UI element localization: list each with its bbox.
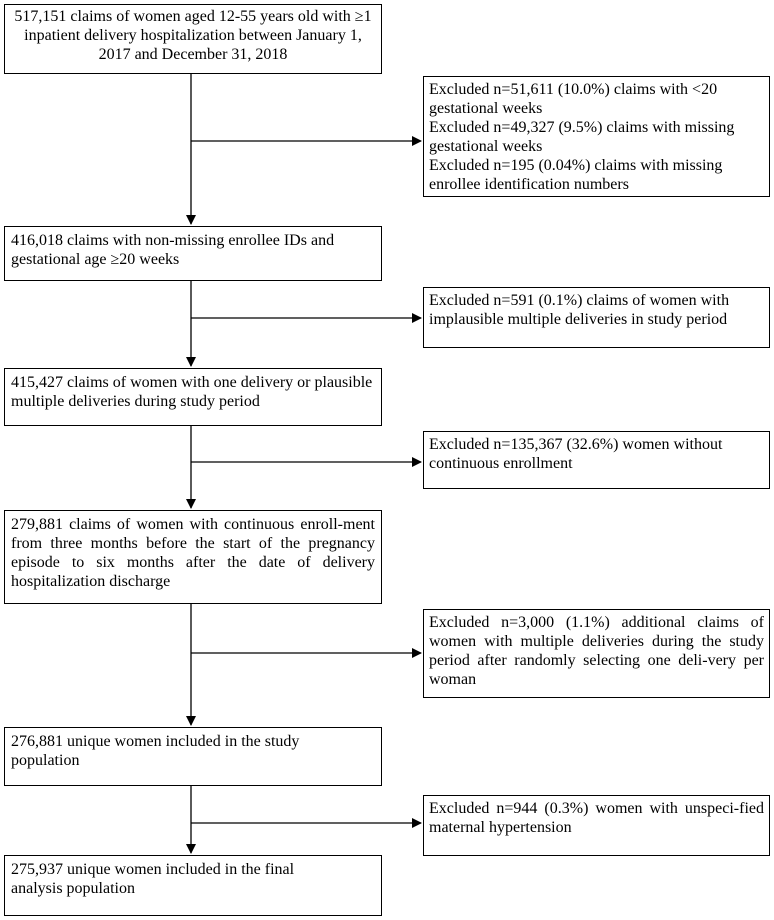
exclusion-box-5 [423, 795, 770, 856]
exclusion-box-4 [423, 609, 770, 698]
step-text-5: 276,881 unique women included in the study population [11, 733, 300, 769]
step-text-6: 275,937 unique women included in the final analysis population [11, 861, 295, 897]
exclusion-box-2 [423, 287, 770, 348]
exclusion-line-5: Excluded n=944 (0.3%) women with unspeci-fied maternal hypertension [429, 800, 764, 836]
exclusion-line-1a: Excluded n=51,611 (10.0%) claims with <20 gestational weeks [429, 81, 718, 117]
step-box-3 [4, 368, 382, 426]
exclusion-line-1b: Excluded n=49,327 (9.5%) claims with missing gestational weeks [429, 119, 735, 155]
step-text-2: 416,018 claims with non-missing enrollee IDs and gestational age ≥20 weeks [11, 232, 335, 268]
step-text-3: 415,427 claims of women with one delivery or plausible multiple deliveries during study period [11, 374, 373, 410]
step-box-5 [4, 727, 382, 786]
step-box-4 [4, 510, 382, 604]
exclusion-line-2: Excluded n=591 (0.1%) claims of women with implausible multiple deliveries in study period [429, 292, 730, 328]
exclusion-line-4: Excluded n=3,000 (1.1%) additional claims of women with multiple deliveries during the study period after randomly selecting one deli-very per woman [429, 614, 764, 688]
step-text-4: 279,881 claims of women with continuous enroll-ment from three months before the start of the pregnancy episode to six months after the date of delivery hospitalization discharge [11, 516, 375, 590]
exclusion-line-3: Excluded n=135,367 (32.6%) women without continuous enrollment [429, 436, 723, 472]
step-box-1 [4, 4, 382, 74]
exclusion-box-3 [423, 431, 770, 489]
exclusion-box-1 [423, 76, 770, 197]
exclusion-line-1c: Excluded n=195 (0.04%) claims with missing enrollee identification numbers [429, 157, 723, 193]
step-box-2 [4, 226, 382, 281]
step-box-6 [4, 855, 382, 916]
step-text-1: 517,151 claims of women aged 12-55 years old with ≥1 inpatient delivery hospitalization between January 1, 2017 and December 31, 2018 [14, 8, 372, 63]
